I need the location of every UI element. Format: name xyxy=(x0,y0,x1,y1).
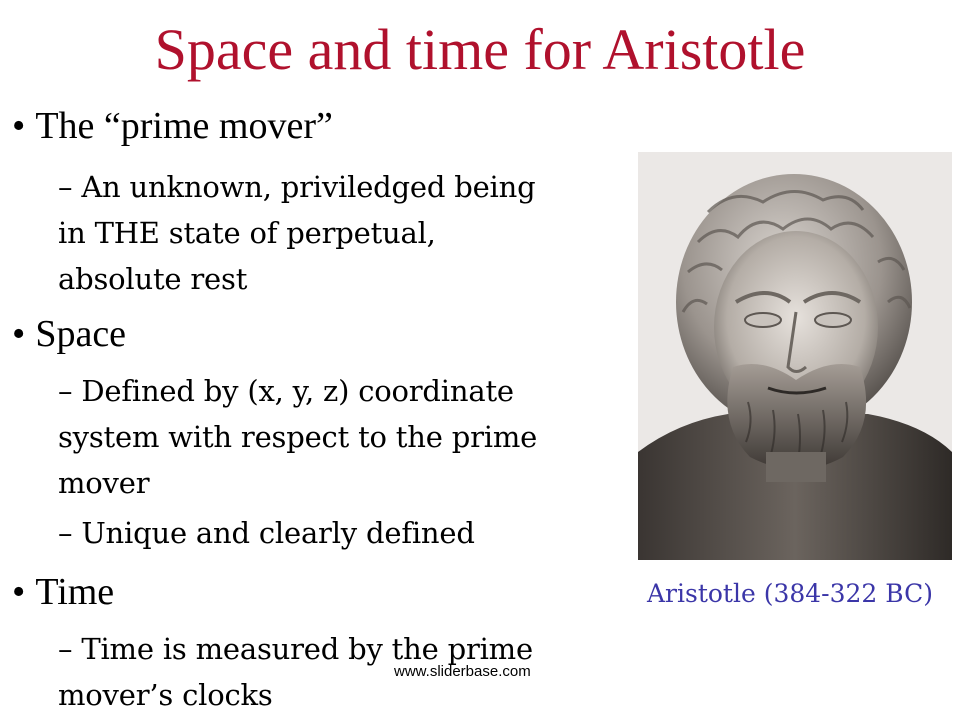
watermark: www.sliderbase.com xyxy=(394,663,531,680)
bullet-label: Time xyxy=(35,571,115,613)
sub-bullet-space-unique: – Unique and clearly defined xyxy=(58,516,475,550)
aristotle-bust-image xyxy=(638,152,952,560)
slide-title: Space and time for Aristotle xyxy=(154,17,806,82)
bullet-time xyxy=(12,570,114,614)
bullet-label: Space xyxy=(35,313,127,355)
image-caption: Aristotle (384-322 BC) xyxy=(646,579,933,608)
sub-bullet-prime-mover-desc: – An unknown, priviledged being in THE state of perpetual, absolute rest xyxy=(58,170,536,296)
bullet-dot: • xyxy=(12,313,26,355)
bullet-label: The “prime mover” xyxy=(35,105,333,147)
bullet-space xyxy=(12,312,126,356)
bullet-dot: • xyxy=(12,105,26,147)
sub-bullet-space-coordinates: – Defined by (x, y, z) coordinate system with respect to the prime mover xyxy=(58,374,538,500)
sub-bullet-time-clocks: – Time is measured by the prime mover’s clocks xyxy=(58,632,533,712)
bullet-prime-mover xyxy=(12,104,333,148)
bullet-dot: • xyxy=(12,571,26,613)
